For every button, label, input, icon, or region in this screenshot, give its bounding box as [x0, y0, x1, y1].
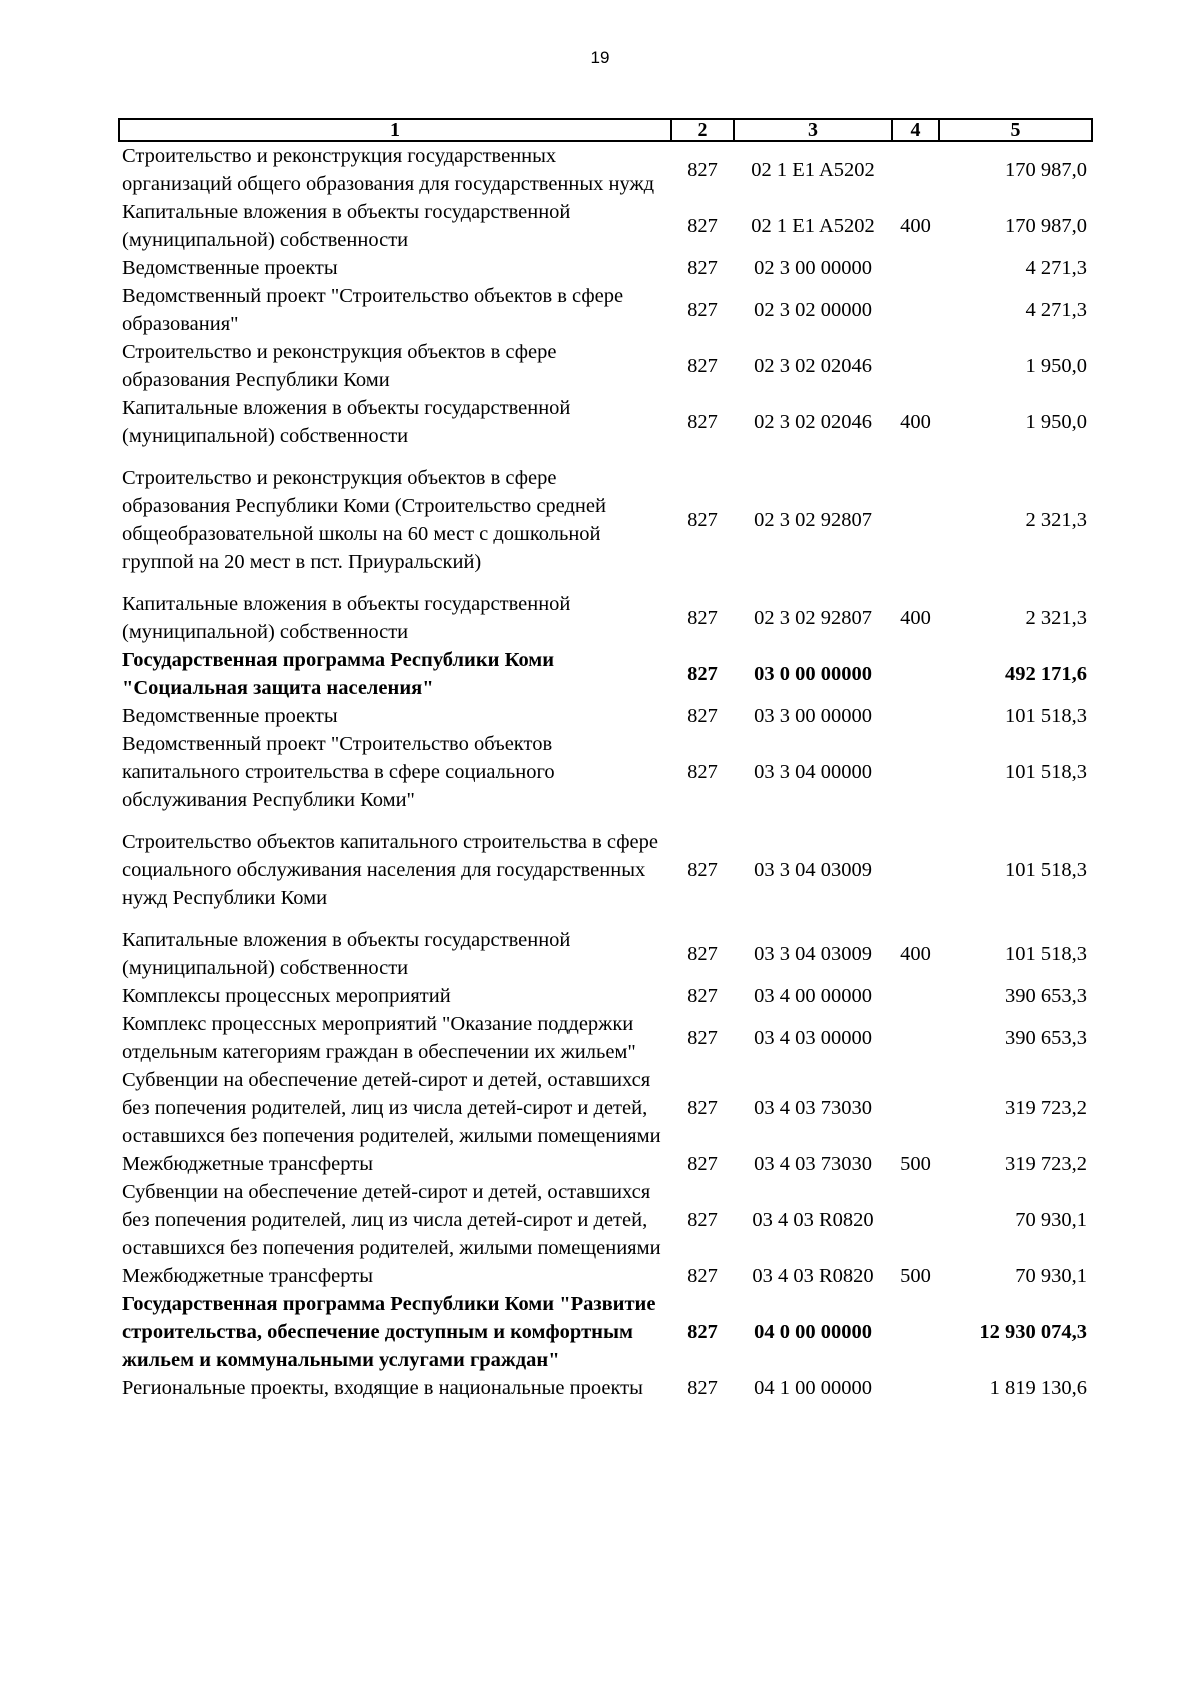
row-ved-code: 827	[687, 257, 718, 279]
row-target-article: 03 4 03 73030	[754, 1153, 872, 1175]
row-name: Межбюджетные трансферты	[122, 1265, 373, 1287]
row-target-article: 04 0 00 00000	[754, 1321, 872, 1343]
row-target-article: 03 4 00 00000	[754, 985, 872, 1007]
row-ved-code: 827	[687, 607, 718, 629]
row-ved-code: 827	[687, 1027, 718, 1049]
row-amount: 319 723,2	[1005, 1097, 1087, 1119]
row-name: Ведомственные проекты	[122, 257, 338, 279]
row-amount: 2 321,3	[1025, 509, 1087, 531]
table-row	[119, 1262, 1092, 1290]
table-row	[119, 338, 1092, 394]
row-amount: 492 171,6	[1005, 663, 1087, 685]
row-target-article: 02 3 00 00000	[754, 257, 872, 279]
page-number: 19	[590, 48, 610, 67]
row-amount: 4 271,3	[1025, 257, 1087, 279]
row-ved-code: 827	[687, 215, 718, 237]
row-target-article: 03 4 03 R0820	[752, 1209, 874, 1231]
row-amount: 390 653,3	[1005, 1027, 1087, 1049]
row-ved-code: 827	[687, 1097, 718, 1119]
table-row	[119, 1010, 1092, 1066]
row-name: Строительство и реконструкция государственных организаций общего образования для государственных нужд	[122, 145, 655, 195]
row-name: Капитальные вложения в объекты государственной (муниципальной) собственности	[122, 201, 571, 251]
row-expense-type	[892, 282, 939, 338]
header-col-2: 2	[671, 119, 734, 141]
row-target-article: 03 3 00 00000	[754, 705, 872, 727]
row-amount: 170 987,0	[1005, 215, 1087, 237]
row-ved-code: 827	[687, 1321, 718, 1343]
row-expense-type	[892, 141, 939, 198]
row-target-article: 02 3 02 92807	[754, 509, 872, 531]
row-ved-code: 827	[687, 761, 718, 783]
row-amount: 101 518,3	[1005, 761, 1087, 783]
row-expense-type	[892, 1290, 939, 1374]
row-name: Государственная программа Республики Коми "Социальная защита населения"	[122, 649, 555, 699]
row-expense-type	[892, 254, 939, 282]
row-name: Субвенции на обеспечение детей-сирот и детей, оставшихся без попечения родителей, лиц из числа детей-сирот и детей, оставшихся без попечения родителей, жилыми помещениями	[122, 1069, 661, 1147]
table-row	[119, 394, 1092, 450]
row-amount: 12 930 074,3	[979, 1321, 1087, 1343]
row-name: Ведомственные проекты	[122, 705, 338, 727]
row-name: Строительство и реконструкция объектов в сфере образования Республики Коми (Строительство средней общеобразовательной школы на 60 мест с дошкольной группой на 20 мест в пст. Приуральский)	[122, 467, 606, 573]
budget-table	[118, 118, 1093, 1402]
row-ved-code: 827	[687, 859, 718, 881]
row-target-article: 02 3 02 02046	[754, 355, 872, 377]
table-row	[119, 1374, 1092, 1402]
row-name: Межбюджетные трансферты	[122, 1153, 373, 1175]
row-expense-type	[892, 1010, 939, 1066]
row-name: Ведомственный проект "Строительство объектов капитального строительства в сфере социального обслуживания Республики Коми"	[122, 733, 555, 811]
table-row	[119, 926, 1092, 982]
row-amount: 4 271,3	[1025, 299, 1087, 321]
row-expense-type: 400	[900, 411, 931, 433]
table-row	[119, 590, 1092, 646]
header-col-3: 3	[734, 119, 892, 141]
row-ved-code: 827	[687, 355, 718, 377]
table-header	[119, 119, 1092, 141]
row-target-article: 02 1 E1 A5202	[751, 215, 875, 237]
table-row	[119, 982, 1092, 1010]
row-name: Капитальные вложения в объекты государственной (муниципальной) собственности	[122, 397, 571, 447]
row-expense-type: 400	[900, 215, 931, 237]
row-amount: 101 518,3	[1005, 859, 1087, 881]
table-row	[119, 141, 1092, 198]
header-col-5: 5	[939, 119, 1092, 141]
row-ved-code: 827	[687, 1265, 718, 1287]
table-row	[119, 450, 1092, 590]
row-name: Ведомственный проект "Строительство объектов в сфере образования"	[122, 285, 624, 335]
row-expense-type	[892, 1066, 939, 1150]
header-col-4: 4	[892, 119, 939, 141]
row-expense-type: 400	[900, 607, 931, 629]
row-ved-code: 827	[687, 411, 718, 433]
row-target-article: 03 0 00 00000	[754, 663, 872, 685]
row-name: Комплекс процессных мероприятий "Оказание поддержки отдельным категориям граждан в обеспечении их жильем"	[122, 1013, 636, 1063]
row-amount: 1 950,0	[1025, 355, 1087, 377]
row-amount: 319 723,2	[1005, 1153, 1087, 1175]
table-row	[119, 702, 1092, 730]
row-ved-code: 827	[687, 509, 718, 531]
row-expense-type	[892, 646, 939, 702]
row-amount: 1 950,0	[1025, 411, 1087, 433]
row-name: Государственная программа Республики Коми "Развитие строительства, обеспечение доступным и комфортным жильем и коммунальными услугами граждан"	[122, 1293, 656, 1371]
row-ved-code: 827	[687, 1377, 718, 1399]
row-ved-code: 827	[687, 1209, 718, 1231]
row-expense-type: 500	[900, 1153, 931, 1175]
row-target-article: 02 1 E1 A5202	[751, 159, 875, 181]
row-expense-type	[892, 1178, 939, 1262]
row-expense-type	[892, 450, 939, 590]
row-expense-type: 500	[900, 1265, 931, 1287]
row-target-article: 03 4 03 00000	[754, 1027, 872, 1049]
row-amount: 1 819 130,6	[989, 1377, 1087, 1399]
row-amount: 101 518,3	[1005, 943, 1087, 965]
row-target-article: 03 3 04 00000	[754, 761, 872, 783]
row-target-article: 04 1 00 00000	[754, 1377, 872, 1399]
table-row	[119, 1290, 1092, 1374]
row-target-article: 02 3 02 02046	[754, 411, 872, 433]
row-target-article: 02 3 02 92807	[754, 607, 872, 629]
row-expense-type	[892, 702, 939, 730]
row-expense-type	[892, 338, 939, 394]
row-ved-code: 827	[687, 943, 718, 965]
table-row	[119, 254, 1092, 282]
row-amount: 101 518,3	[1005, 705, 1087, 727]
row-target-article: 03 3 04 03009	[754, 859, 872, 881]
table-row	[119, 646, 1092, 702]
row-name: Капитальные вложения в объекты государственной (муниципальной) собственности	[122, 929, 571, 979]
table-row	[119, 814, 1092, 926]
row-ved-code: 827	[687, 985, 718, 1007]
row-amount: 2 321,3	[1025, 607, 1087, 629]
row-expense-type	[892, 1374, 939, 1402]
table-body	[119, 141, 1092, 1402]
row-expense-type: 400	[900, 943, 931, 965]
row-ved-code: 827	[687, 663, 718, 685]
row-amount: 390 653,3	[1005, 985, 1087, 1007]
row-amount: 70 930,1	[1015, 1265, 1087, 1287]
table-row	[119, 198, 1092, 254]
row-name: Строительство и реконструкция объектов в сфере образования Республики Коми	[122, 341, 557, 391]
row-name: Капитальные вложения в объекты государственной (муниципальной) собственности	[122, 593, 571, 643]
row-target-article: 03 4 03 R0820	[752, 1265, 874, 1287]
row-expense-type	[892, 730, 939, 814]
header-col-1: 1	[119, 119, 671, 141]
row-target-article: 02 3 02 00000	[754, 299, 872, 321]
table-row	[119, 1150, 1092, 1178]
table-row	[119, 282, 1092, 338]
row-name: Региональные проекты, входящие в национальные проекты	[122, 1377, 643, 1399]
row-ved-code: 827	[687, 705, 718, 727]
row-ved-code: 827	[687, 159, 718, 181]
row-target-article: 03 4 03 73030	[754, 1097, 872, 1119]
row-name: Субвенции на обеспечение детей-сирот и детей, оставшихся без попечения родителей, лиц из числа детей-сирот и детей, оставшихся без попечения родителей, жилыми помещениями	[122, 1181, 661, 1259]
row-ved-code: 827	[687, 299, 718, 321]
header-row	[119, 119, 1092, 141]
row-expense-type	[892, 982, 939, 1010]
row-target-article: 03 3 04 03009	[754, 943, 872, 965]
row-ved-code: 827	[687, 1153, 718, 1175]
table-row	[119, 730, 1092, 814]
row-name: Комплексы процессных мероприятий	[122, 985, 451, 1007]
row-expense-type	[892, 814, 939, 926]
table-row	[119, 1178, 1092, 1262]
table-row	[119, 1066, 1092, 1150]
row-name: Строительство объектов капитального строительства в сфере социального обслуживания населения для государственных нужд Республики Коми	[122, 831, 658, 909]
row-amount: 70 930,1	[1015, 1209, 1087, 1231]
row-amount: 170 987,0	[1005, 159, 1087, 181]
